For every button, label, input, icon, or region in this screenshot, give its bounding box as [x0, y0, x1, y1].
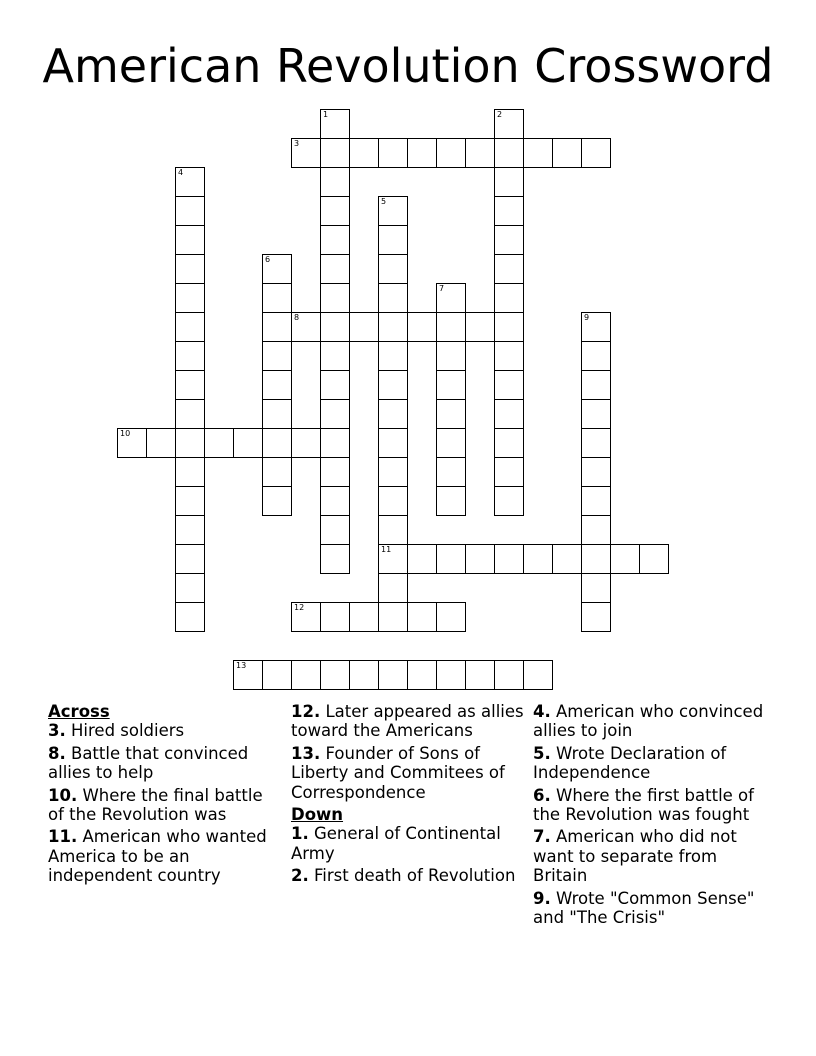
grid-cell[interactable] [320, 254, 350, 284]
clue-number: 5 [381, 197, 387, 206]
grid-cell[interactable] [436, 283, 466, 313]
grid-cell[interactable] [494, 196, 524, 226]
grid-cell[interactable] [581, 486, 611, 516]
grid-cell[interactable] [175, 167, 205, 197]
grid-cell[interactable] [494, 544, 524, 574]
grid-cell[interactable] [320, 167, 350, 197]
grid-cell[interactable] [146, 428, 176, 458]
grid-cell[interactable] [320, 283, 350, 313]
grid-cell[interactable] [117, 428, 147, 458]
grid-cell[interactable] [175, 370, 205, 400]
grid-cell[interactable] [581, 573, 611, 603]
grid-cell[interactable] [407, 544, 437, 574]
grid-cell[interactable] [320, 457, 350, 487]
clue-number: 6 [265, 255, 271, 264]
grid-cell[interactable] [378, 254, 408, 284]
grid-cell[interactable] [175, 196, 205, 226]
clue-down-7: 7. American who did not want to separate from Britain [533, 827, 737, 886]
grid-cell[interactable] [175, 312, 205, 342]
grid-cell[interactable] [494, 225, 524, 255]
grid-cell[interactable] [378, 457, 408, 487]
grid-cell[interactable] [494, 457, 524, 487]
grid-cell[interactable] [175, 399, 205, 429]
grid-cell[interactable] [581, 544, 611, 574]
grid-cell[interactable] [436, 457, 466, 487]
grid-cell[interactable] [436, 544, 466, 574]
clue-number: 9 [584, 313, 590, 322]
clue-number: 11 [381, 545, 392, 554]
clue-down-6: 6. Where the first battle of the Revolution was fought [533, 785, 754, 825]
grid-cell[interactable] [639, 544, 669, 574]
grid-cell[interactable] [581, 428, 611, 458]
grid-cell[interactable] [175, 515, 205, 545]
clue-number: 7 [439, 284, 445, 293]
grid-cell[interactable] [378, 138, 408, 168]
grid-cell[interactable] [349, 138, 379, 168]
grid-cell[interactable] [378, 660, 408, 690]
clue-number: 13 [236, 661, 247, 670]
grid-cell[interactable] [320, 312, 350, 342]
clue-across-13: 13. Founder of Sons of Liberty and Commitees of Correspondence [291, 743, 505, 802]
clue-number: 4 [178, 168, 184, 177]
grid-cell[interactable] [262, 283, 292, 313]
clue-down-9: 9. Wrote "Common Sense" and "The Crisis" [533, 888, 755, 928]
grid-cell[interactable] [581, 312, 611, 342]
clue-down-2: 2. First death of Revolution [291, 866, 516, 886]
grid-cell[interactable] [494, 283, 524, 313]
grid-cell[interactable] [320, 486, 350, 516]
clue-number: 1 [323, 110, 329, 119]
down-heading: Down [291, 805, 344, 825]
grid-cell[interactable] [436, 486, 466, 516]
grid-cell[interactable] [436, 341, 466, 371]
grid-cell[interactable] [436, 399, 466, 429]
grid-cell[interactable] [378, 312, 408, 342]
grid-cell[interactable] [378, 602, 408, 632]
grid-cell[interactable] [349, 312, 379, 342]
grid-cell[interactable] [175, 544, 205, 574]
puzzle-title: American Revolution Crossword [42, 39, 774, 93]
grid-cell[interactable] [320, 341, 350, 371]
grid-cell[interactable] [581, 341, 611, 371]
grid-cell[interactable] [291, 428, 321, 458]
grid-cell[interactable] [494, 660, 524, 690]
grid-cell[interactable] [407, 660, 437, 690]
grid-cell[interactable] [320, 196, 350, 226]
grid-cell[interactable] [291, 138, 321, 168]
grid-cell[interactable] [291, 312, 321, 342]
grid-cell[interactable] [204, 428, 234, 458]
grid-cell[interactable] [581, 602, 611, 632]
grid-cell[interactable] [581, 515, 611, 545]
grid-cell[interactable] [494, 167, 524, 197]
grid-cell[interactable] [494, 138, 524, 168]
grid-cell[interactable] [494, 370, 524, 400]
clue-down-5: 5. Wrote Declaration of Independence [533, 743, 727, 783]
grid-cell[interactable] [233, 428, 263, 458]
grid-cell[interactable] [291, 602, 321, 632]
grid-cell[interactable] [523, 544, 553, 574]
grid-cell[interactable] [378, 544, 408, 574]
grid-cell[interactable] [465, 138, 495, 168]
grid-cell[interactable] [320, 370, 350, 400]
grid-cell[interactable] [436, 602, 466, 632]
grid-cell[interactable] [262, 399, 292, 429]
across-heading: Across [48, 702, 110, 721]
grid-cell[interactable] [175, 573, 205, 603]
grid-cell[interactable] [436, 370, 466, 400]
clue-across-10: 10. Where the final battle of the Revolution was [48, 785, 263, 825]
grid-cell[interactable] [407, 138, 437, 168]
grid-cell[interactable] [523, 660, 553, 690]
clue-number: 3 [294, 139, 300, 148]
grid-cell[interactable] [320, 602, 350, 632]
clue-number: 12 [294, 603, 305, 612]
grid-cell[interactable] [378, 428, 408, 458]
grid-cell[interactable] [465, 312, 495, 342]
clue-number: 8 [294, 313, 300, 322]
grid-cell[interactable] [494, 312, 524, 342]
grid-cell[interactable] [378, 225, 408, 255]
grid-cell[interactable] [378, 573, 408, 603]
grid-cell[interactable] [320, 515, 350, 545]
grid-cell[interactable] [581, 370, 611, 400]
clue-column-3 [533, 702, 773, 930]
grid-cell[interactable] [320, 138, 350, 168]
grid-cell[interactable] [436, 312, 466, 342]
grid-cell[interactable] [494, 109, 524, 139]
grid-cell[interactable] [552, 138, 582, 168]
grid-cell[interactable] [378, 370, 408, 400]
grid-cell[interactable] [378, 486, 408, 516]
clue-column-1 [48, 702, 280, 889]
grid-cell[interactable] [581, 457, 611, 487]
grid-cell[interactable] [320, 660, 350, 690]
grid-cell[interactable] [436, 660, 466, 690]
clue-down-4: 4. American who convinced allies to join [533, 702, 764, 741]
grid-cell[interactable] [349, 660, 379, 690]
grid-cell[interactable] [378, 399, 408, 429]
grid-cell[interactable] [175, 225, 205, 255]
grid-cell[interactable] [610, 544, 640, 574]
grid-cell[interactable] [465, 544, 495, 574]
grid-cell[interactable] [262, 312, 292, 342]
clue-across-8: 8. Battle that convinced allies to help [48, 743, 249, 783]
clue-number: 10 [120, 429, 131, 438]
grid-cell[interactable] [262, 660, 292, 690]
grid-cell[interactable] [378, 283, 408, 313]
grid-cell[interactable] [262, 457, 292, 487]
clue-across-12: 12. Later appeared as allies toward the Americans [291, 702, 524, 741]
grid-cell[interactable] [581, 399, 611, 429]
clue-across-3: 3. Hired soldiers [48, 721, 185, 741]
grid-cell[interactable] [494, 486, 524, 516]
grid-cell[interactable] [320, 544, 350, 574]
grid-cell[interactable] [378, 196, 408, 226]
grid-cell[interactable] [494, 341, 524, 371]
grid-cell[interactable] [175, 457, 205, 487]
grid-cell[interactable] [233, 660, 263, 690]
grid-cell[interactable] [175, 254, 205, 284]
grid-cell[interactable] [494, 428, 524, 458]
grid-cell[interactable] [262, 486, 292, 516]
grid-cell[interactable] [291, 660, 321, 690]
grid-cell[interactable] [262, 254, 292, 284]
grid-cell[interactable] [320, 428, 350, 458]
grid-cell[interactable] [262, 341, 292, 371]
grid-cell[interactable] [407, 312, 437, 342]
grid-cell[interactable] [436, 138, 466, 168]
grid-cell[interactable] [320, 225, 350, 255]
grid-cell[interactable] [349, 602, 379, 632]
grid-cell[interactable] [378, 341, 408, 371]
grid-cell[interactable] [175, 283, 205, 313]
clue-across-11: 11. American who wanted America to be an independent country [48, 827, 267, 886]
grid-cell[interactable] [436, 428, 466, 458]
grid-cell[interactable] [262, 428, 292, 458]
grid-cell[interactable] [378, 515, 408, 545]
grid-cell[interactable] [175, 602, 205, 632]
grid-cell[interactable] [320, 109, 350, 139]
grid-cell[interactable] [175, 428, 205, 458]
clue-number: 2 [497, 110, 503, 119]
grid-cell[interactable] [407, 602, 437, 632]
grid-cell[interactable] [465, 660, 495, 690]
grid-cell[interactable] [494, 399, 524, 429]
clue-column-2 [291, 702, 526, 889]
grid-cell[interactable] [320, 399, 350, 429]
grid-cell[interactable] [581, 138, 611, 168]
grid-cell[interactable] [262, 370, 292, 400]
grid-cell[interactable] [175, 486, 205, 516]
grid-cell[interactable] [494, 254, 524, 284]
grid-cell[interactable] [552, 544, 582, 574]
grid-cell[interactable] [523, 138, 553, 168]
grid-cell[interactable] [175, 341, 205, 371]
clue-down-1: 1. General of Continental Army [291, 824, 501, 863]
